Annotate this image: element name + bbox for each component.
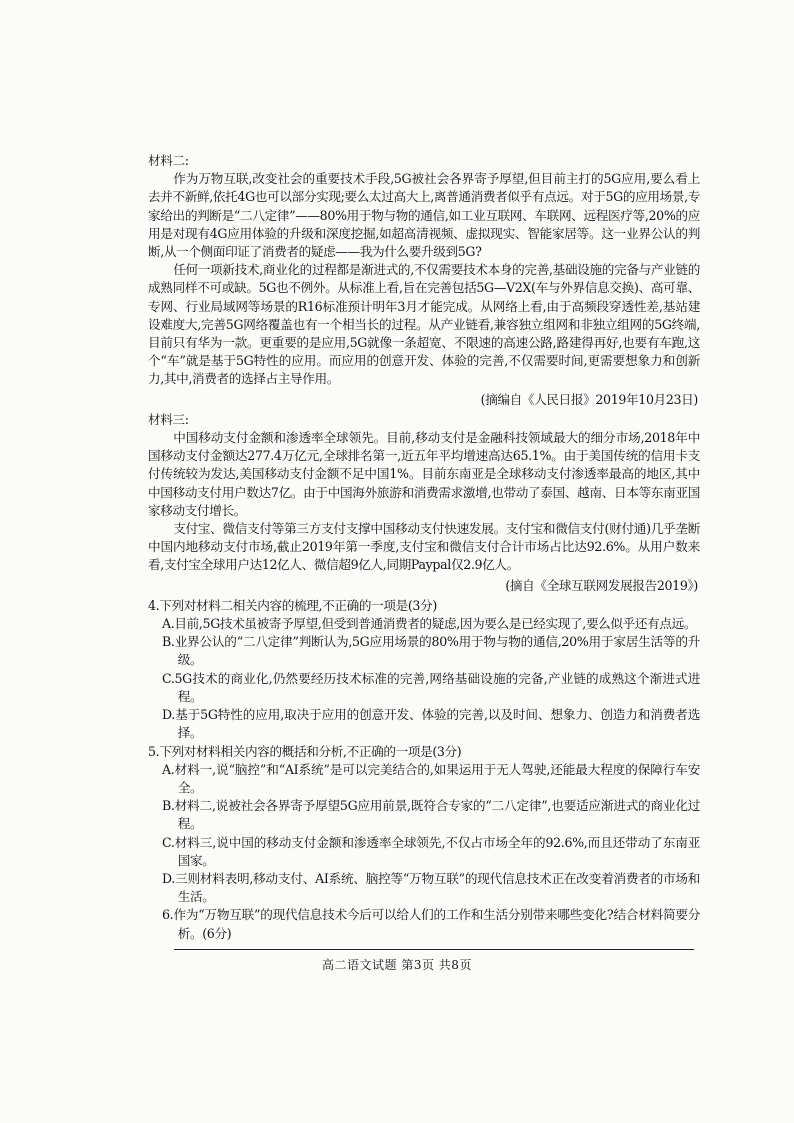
- material-two-paragraph-1: 作为万物互联,改变社会的重要技术手段,5G被社会各界寄予厚望,但目前主打的5G应用,要么看上去并不新鲜,依托4G也可以部分实现;要么太过高大上,离普通消费者似乎有点远。对于5G的应用场景,专家给出的判断是“二八定律”——80%用于物与物的通信,如工业互联网、车联网、远程医疗等,20%的应用是对现有4G应用体验的升级和深度挖掘,如超高清视频、虚拟现实、智能家居等。这一业界公认的判断,从一个侧面印证了消费者的疑虑——我为什么要升级到5G?: [148, 171, 700, 260]
- exam-content: [148, 152, 700, 943]
- material-two: [148, 152, 700, 409]
- material-three-source: (摘自《全球互联网发展报告2019》): [505, 577, 698, 593]
- material-three-heading: 材料三:: [148, 411, 189, 427]
- question-5-option-c: C.材料三,说中国的移动支付金额和渗透率全球领先,不仅占市场全年的92.6%,而且还带动了东南亚国家。: [162, 834, 700, 868]
- question-5: [148, 743, 700, 907]
- page-footer: 高二语文试题 第3页 共8页: [322, 958, 472, 972]
- question-6: [148, 906, 700, 942]
- question-5-option-b: B.材料二,说被社会各界寄予厚望5G应用前景,既符合专家的“二八定律”,也要适应渐进式的商业化过程。: [162, 798, 700, 832]
- question-4: [148, 597, 700, 743]
- question-4-option-d: D.基于5G特性的应用,取决于应用的创意开发、体验的完善,以及时间、想象力、创造力和消费者选择。: [162, 707, 700, 741]
- material-three: [148, 411, 700, 595]
- question-6-stem: 6.作为“万物互联”的现代信息技术今后可以给人们的工作和生活分别带来哪些变化?结合材料简要分析。(6分): [162, 907, 700, 941]
- question-4-stem: 4.下列对材料二相关内容的梳理,不正确的一项是(3分): [148, 597, 437, 613]
- footer-divider: [174, 949, 694, 950]
- material-two-heading: 材料二:: [148, 153, 189, 168]
- question-5-stem: 5.下列对材料相关内容的概括和分析,不正确的一项是(3分): [148, 743, 462, 759]
- question-5-option-a: A.材料一,说“脑控”和“AI系统”是可以完美结合的,如果运用于无人驾驶,还能最大程度的保障行车安全。: [162, 761, 700, 795]
- material-three-paragraph-2: 支付宝、微信支付等第三方支付支撑中国移动支付快速发展。支付宝和微信支付(财付通)几乎垄断中国内地移动支付市场,截止2019年第一季度,支付宝和微信支付合计市场占比达92.6%。从用户数来看,支付宝全球用户达12亿人、微信超9亿人,同期Paypal仅2.9亿人。: [148, 521, 700, 573]
- question-4-option-b: B.业界公认的“二八定律”判断认为,5G应用场景的80%用于物与物的通信,20%用于家居生活等的升级。: [162, 634, 700, 668]
- question-5-option-d: D.三则材料表明,移动支付、AI系统、脑控等“万物互联”的现代信息技术正在改变着消费者的市场和生活。: [162, 870, 700, 905]
- material-two-paragraph-2: 任何一项新技术,商业化的过程都是渐进式的,不仅需要技术本身的完善,基础设施的完备与产业链的成熟同样不可或缺。5G也不例外。从标准上看,旨在完善包括5G—V2X(车与外界信息交换)、高可靠、专网、行业局域网等场景的R16标准预计明年3月才能完成。从网络上看,由于高频段穿透性差,基站建设难度大,完善5G网络覆盖也有一个相当长的过程。从产业链看,兼容独立组网和非独立组网的5G终端,目前只有华为一款。更重要的是应用,5G就像一条超宽、不限速的高速公路,路建得再好,也要有车跑,这个“车”就是基于5G特性的应用。而应用的创意开发、体验的完善,不仅需要时间,更需要想象力和创新力,其中,消费者的选择占主导作用。: [148, 262, 700, 387]
- question-4-option-a: A.目前,5G技术虽被寄予厚望,但受到普通消费者的疑虑,因为要么是已经实现了,要么似乎还有点远。: [162, 616, 697, 632]
- material-three-paragraph-1: 中国移动支付金额和渗透率全球领先。目前,移动支付是金融科技领域最大的细分市场,2018年中国移动支付金额达277.4万亿元,全球排名第一,近五年平均增速高达65.1%。由于美国传统的信用卡支付传统较为发达,美国移动支付金额不足中国1%。目前东南亚是全球移动支付渗透率最高的地区,其中中国移动支付用户数达7亿。由于中国海外旅游和消费需求激增,也带动了泰国、越南、日本等东南亚国家移动支付增长。: [148, 430, 700, 518]
- question-4-option-c: C.5G技术的商业化,仍然要经历技术标准的完善,网络基础设施的完备,产业链的成熟这个渐进式进程。: [162, 670, 700, 704]
- material-two-source: (摘编自《人民日报》2019年10月23日): [480, 391, 698, 407]
